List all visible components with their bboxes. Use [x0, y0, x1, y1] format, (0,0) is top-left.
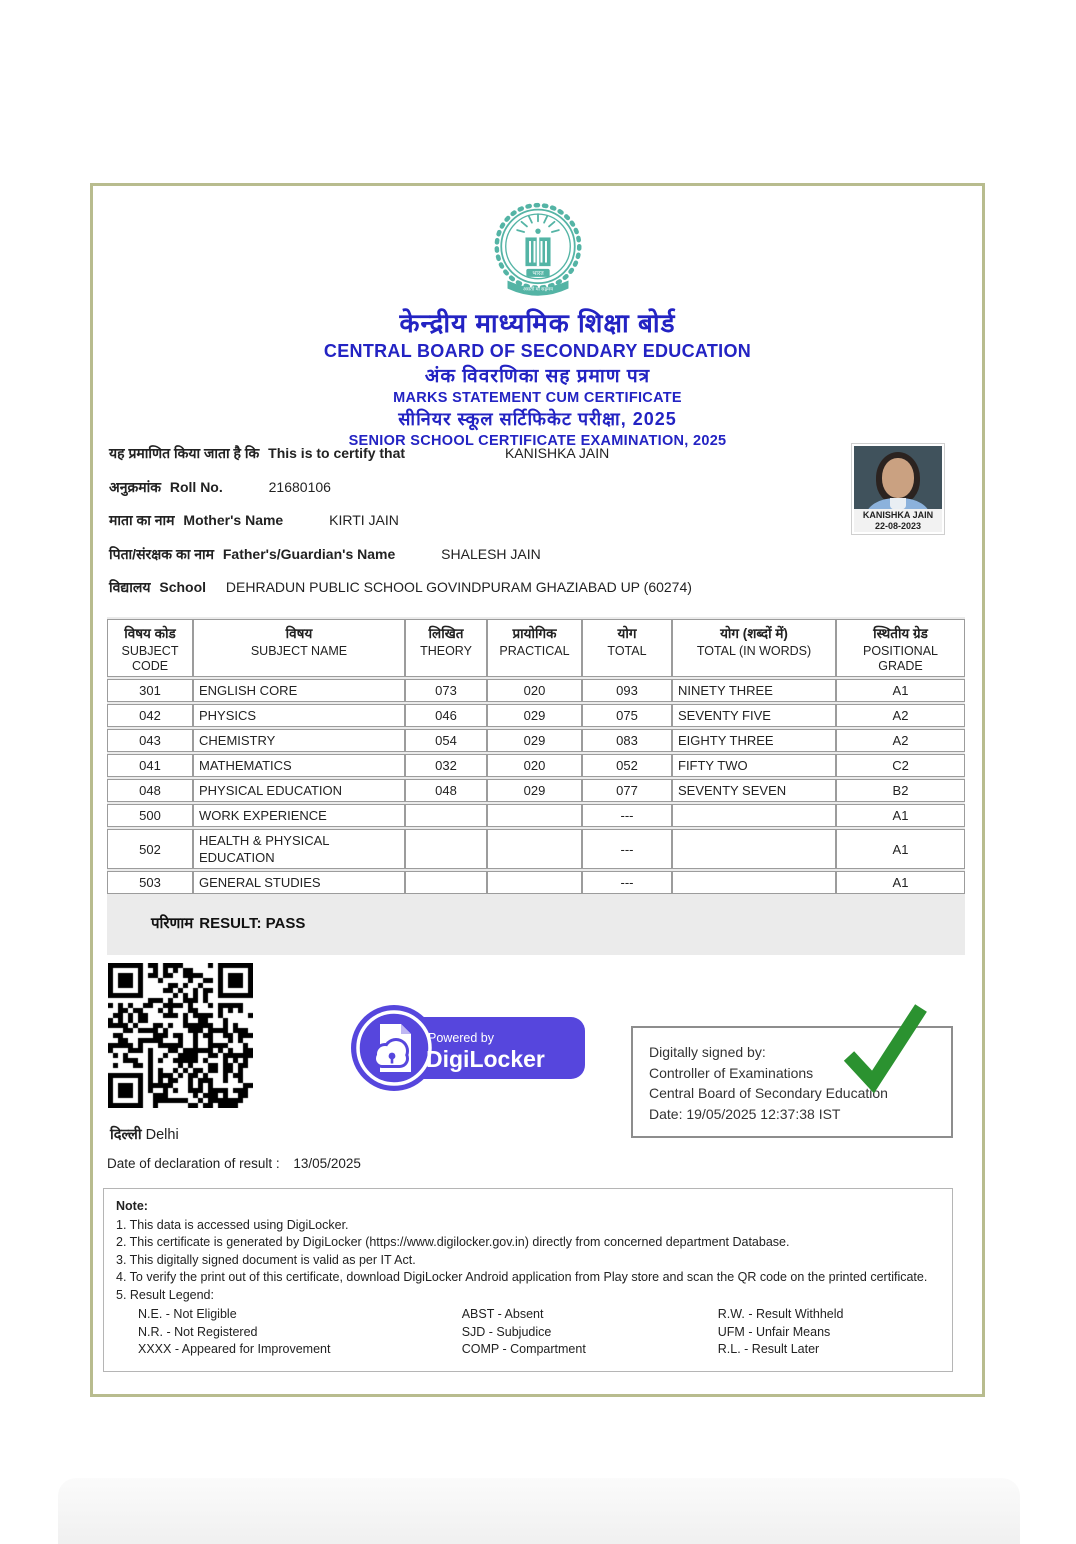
cell-name: CHEMISTRY [193, 729, 405, 752]
exam-title: SENIOR SCHOOL CERTIFICATE EXAMINATION, 2025 [348, 433, 727, 450]
cell-words: FIFTY TWO [672, 754, 836, 777]
photo-caption-date: 22-08-2023 [874, 520, 922, 531]
certificate [90, 183, 985, 1397]
cell-words [672, 871, 836, 894]
cell-practical: 020 [487, 754, 582, 777]
board-title-hindi: केन्द्रीय माध्यमिक शिक्षा बोर्ड [399, 308, 676, 338]
student-info [109, 444, 832, 612]
cell-theory: 054 [405, 729, 487, 752]
digital-signature-box [631, 1026, 953, 1138]
marks-table [107, 617, 965, 896]
cell-name: HEALTH & PHYSICAL EDUCATION [193, 829, 405, 869]
result-label-hindi: परिणाम [151, 915, 194, 932]
cell-grade: C2 [836, 754, 965, 777]
marks-row [107, 754, 965, 777]
result-legend-title: 5. Result Legend: [116, 1287, 214, 1302]
legend-column [138, 1306, 462, 1359]
exam-title-hindi: सीनियर स्कूल सर्टिफिकेट परीक्षा, 2025 [398, 409, 677, 430]
marks-row [107, 871, 965, 894]
cell-words: SEVENTY FIVE [672, 704, 836, 727]
roll-line [109, 478, 832, 498]
certificate-header [93, 198, 982, 451]
cell-code: 042 [107, 704, 193, 727]
cell-grade: A2 [836, 704, 965, 727]
school-label-hindi: विद्यालय [109, 579, 151, 595]
page-bottom-shadow [58, 1478, 1020, 1544]
cell-name: WORK EXPERIENCE [193, 804, 405, 827]
declaration-date: 13/05/2025 [293, 1156, 361, 1171]
digilocker-name-label: DigiLocker [426, 1046, 545, 1072]
cell-code: 503 [107, 871, 193, 894]
cell-practical [487, 829, 582, 869]
cell-words: SEVENTY SEVEN [672, 779, 836, 802]
father-name: SHALESH JAIN [441, 545, 541, 562]
column-header-words: योग (शब्दों में) TOTAL (IN WORDS) [672, 619, 836, 677]
roll-label-hindi: अनुक्रमांक [109, 478, 161, 495]
marks-row [107, 804, 965, 827]
cell-total: 075 [582, 704, 672, 727]
cell-total: 052 [582, 754, 672, 777]
place-label [110, 1124, 179, 1144]
father-line [109, 545, 832, 565]
cbse-logo-icon [484, 198, 592, 302]
doc-title-hindi: अंक विवरणिका सह प्रमाण पत्र [424, 366, 651, 388]
board-title: CENTRAL BOARD OF SECONDARY EDUCATION [323, 341, 752, 362]
certify-line [109, 444, 832, 464]
school-label: School [159, 579, 207, 595]
column-header-theory: लिखित THEORY [405, 619, 487, 677]
cell-code: 500 [107, 804, 193, 827]
certify-label: This is to certify that [268, 445, 406, 461]
result-row [107, 896, 965, 953]
student-photo [851, 443, 945, 535]
cell-practical [487, 871, 582, 894]
column-header-name: विषय SUBJECT NAME [193, 619, 405, 677]
marks-row [107, 829, 965, 869]
cell-total: --- [582, 804, 672, 827]
cell-grade: A1 [836, 679, 965, 702]
logo-motto-label: असतो मा सद्गमय [522, 287, 553, 293]
roll-label: Roll No. [169, 478, 223, 495]
column-header-grade: स्थितीय ग्रेड POSITIONAL GRADE [836, 619, 965, 677]
mother-label: Mother's Name [183, 512, 284, 528]
legend-item: XXXX - Appeared for Improvement [138, 1342, 331, 1356]
roll-number: 21680106 [268, 478, 331, 495]
school-name: DEHRADUN PUBLIC SCHOOL GOVINDPURAM GHAZIABAD UP (60274) [225, 579, 692, 595]
cell-theory [405, 829, 487, 869]
declaration-line [107, 1156, 361, 1171]
signature-line-2: Controller of Examinations [649, 1064, 814, 1081]
column-header-code: विषय कोड SUBJECT CODE [107, 619, 193, 677]
signature-line-1: Digitally signed by: [649, 1044, 766, 1060]
cell-grade: A1 [836, 871, 965, 894]
mother-line [109, 511, 832, 531]
mother-label-hindi: माता का नाम [109, 512, 175, 528]
logo-country-label: भारत [531, 271, 544, 278]
father-label: Father's/Guardian's Name [222, 545, 396, 562]
legend-item: N.R. - Not Registered [138, 1324, 258, 1339]
cell-name: MATHEMATICS [193, 754, 405, 777]
cell-words [672, 804, 836, 827]
marks-table-section [107, 617, 965, 955]
cell-grade: A2 [836, 729, 965, 752]
doc-title: MARKS STATEMENT CUM CERTIFICATE [393, 390, 682, 407]
note-title: Note: [116, 1199, 148, 1213]
cell-theory: 073 [405, 679, 487, 702]
column-header-total: योग TOTAL [582, 619, 672, 677]
school-line [109, 578, 832, 598]
legend-item: COMP - Compartment [461, 1342, 586, 1356]
cell-code: 301 [107, 679, 193, 702]
cell-grade: B2 [836, 779, 965, 802]
cell-theory: 032 [405, 754, 487, 777]
cell-name: PHYSICAL EDUCATION [193, 779, 405, 802]
place-label-english: Delhi [145, 1127, 179, 1143]
legend-item: N.E. - Not Eligible [138, 1307, 237, 1321]
student-name: KANISHKA JAIN [504, 445, 610, 461]
marks-row [107, 679, 965, 702]
legend-item: ABST - Absent [461, 1307, 544, 1321]
cell-grade: A1 [836, 804, 965, 827]
legend-item: UFM - Unfair Means [717, 1324, 831, 1339]
cell-practical: 029 [487, 704, 582, 727]
digilocker-badge [349, 1003, 589, 1093]
cell-words: NINETY THREE [672, 679, 836, 702]
cell-total: 093 [582, 679, 672, 702]
result-legend-columns [116, 1306, 940, 1359]
cell-theory [405, 871, 487, 894]
cell-total: 077 [582, 779, 672, 802]
cell-theory [405, 804, 487, 827]
digilocker-powered-by-label: Powered by [428, 1031, 495, 1045]
cell-grade: A1 [836, 829, 965, 869]
marks-row [107, 729, 965, 752]
photo-caption-name: KANISHKA JAIN [862, 510, 934, 520]
cell-total: --- [582, 871, 672, 894]
legend-item: R.W. - Result Withheld [717, 1307, 844, 1321]
certify-label-hindi: यह प्रमाणित किया जाता है कि [109, 445, 260, 461]
cell-name: PHYSICS [193, 704, 405, 727]
cell-words: EIGHTY THREE [672, 729, 836, 752]
marks-table-body [107, 679, 965, 894]
checkmark-icon [833, 996, 933, 1098]
cell-name: ENGLISH CORE [193, 679, 405, 702]
father-label-hindi: पिता/संरक्षक का नाम [109, 545, 214, 562]
mother-name: KIRTI JAIN [329, 512, 399, 528]
note-item-2: 2. This certificate is generated by DigiLocker (https://www.digilocker.gov.in) directly from concerned department Database. [116, 1235, 790, 1249]
marks-table-head [107, 619, 965, 677]
note-item-4: 4. To verify the print out of this certificate, download DigiLocker Android application from Play store and scan the QR code on the printed certificate. [116, 1270, 928, 1284]
cell-total: --- [582, 829, 672, 869]
legend-item: R.L. - Result Later [717, 1342, 820, 1356]
cell-code: 041 [107, 754, 193, 777]
cell-practical: 020 [487, 679, 582, 702]
declaration-label: Date of declaration of result : [107, 1156, 280, 1171]
cell-name: GENERAL STUDIES [193, 871, 405, 894]
legend-column [462, 1306, 718, 1359]
cell-practical: 029 [487, 729, 582, 752]
signature-line-3: Central Board of Secondary Education [649, 1085, 888, 1101]
marks-row [107, 704, 965, 727]
column-header-practical: प्रायोगिक PRACTICAL [487, 619, 582, 677]
result-text: RESULT: PASS [199, 915, 306, 932]
qr-code [108, 963, 253, 1108]
photo-caption [854, 509, 942, 532]
cell-code: 502 [107, 829, 193, 869]
signature-line-4: Date: 19/05/2025 12:37:38 IST [649, 1105, 841, 1122]
cell-practical [487, 804, 582, 827]
note-item-1: 1. This data is accessed using DigiLocker. [116, 1217, 349, 1232]
cell-theory: 048 [405, 779, 487, 802]
cell-practical: 029 [487, 779, 582, 802]
marks-row [107, 779, 965, 802]
place-label-hindi: दिल्ली [110, 1127, 142, 1143]
note-item-3: 3. This digitally signed document is valid as per IT Act. [116, 1252, 416, 1267]
cell-code: 043 [107, 729, 193, 752]
legend-column [718, 1306, 940, 1359]
legend-item: SJD - Subjudice [461, 1324, 552, 1339]
cell-words [672, 829, 836, 869]
cell-total: 083 [582, 729, 672, 752]
cell-theory: 046 [405, 704, 487, 727]
cell-code: 048 [107, 779, 193, 802]
note-box [103, 1188, 953, 1372]
